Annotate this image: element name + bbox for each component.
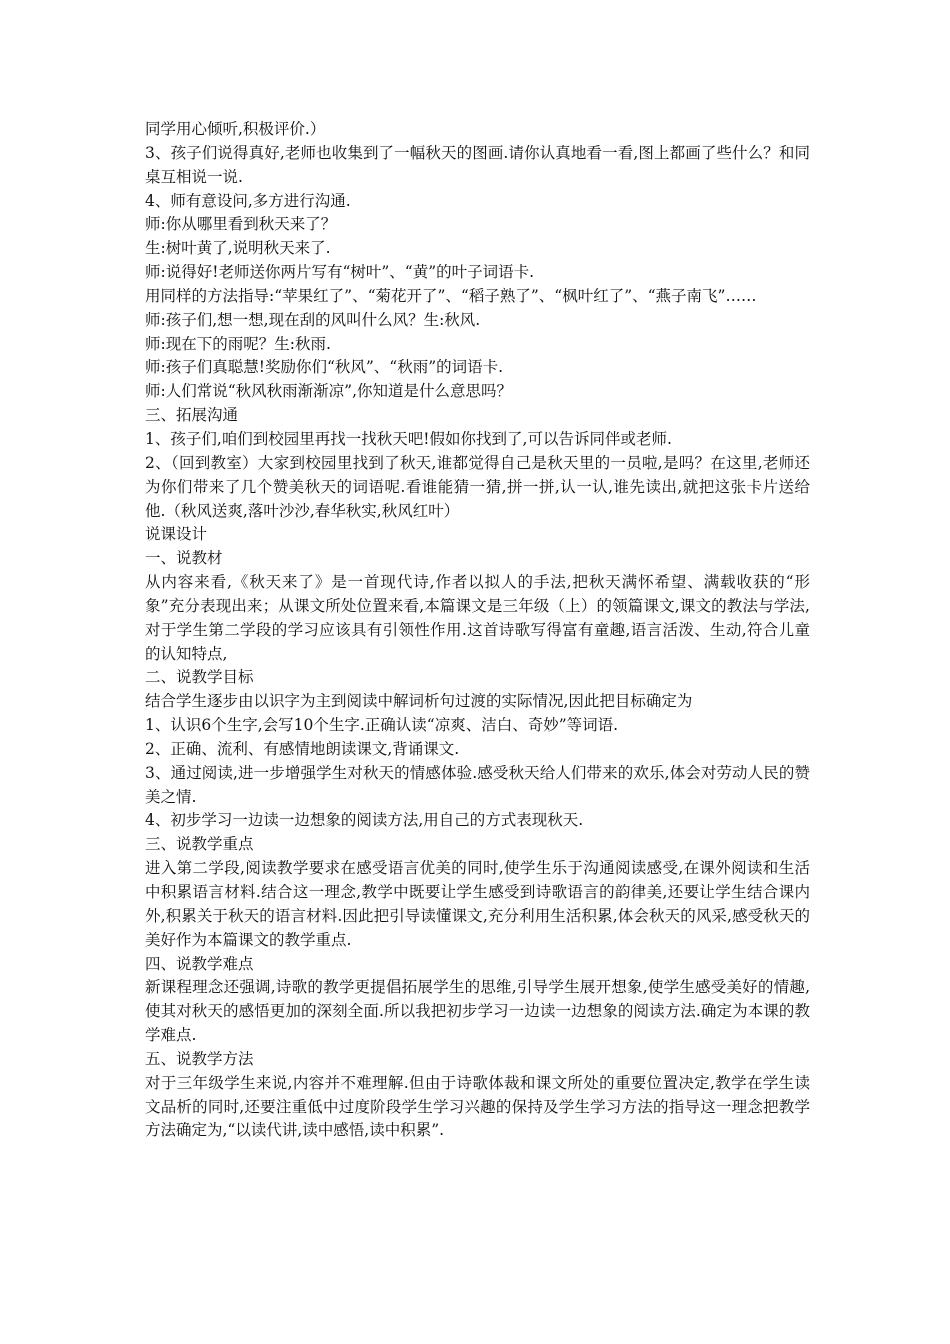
paragraph: 师:说得好!老师送你两片写有“树叶”、“黄”的叶子词语卡. xyxy=(145,263,535,282)
paragraph: 新课程理念还强调,诗歌的教学更提倡拓展学生的思维,引导学生展开想象,使学生感受美好的情趣,使其对秋天的感悟更加的深刻全面.所以我把初步学习一边读一边想象的阅读方法.确定为本课的教学难点. xyxy=(145,978,810,1045)
paragraph: 师:现在下的雨呢？生:秋雨. xyxy=(145,334,331,353)
paragraph: 3、孩子们说得真好,老师也收集到了一幅秋天的图画.请你认真地看一看,图上都画了些什么？和同桌互相说一说. xyxy=(145,143,810,186)
paragraph: 3、通过阅读,进一步增强学生对秋天的情感体验.感受秋天给人们带来的欢乐,体会对劳动人民的赞美之情. xyxy=(145,763,810,806)
document-page xyxy=(145,118,810,1143)
paragraph: 结合学生逐步由以识字为主到阅读中解词析句过渡的实际情况,因此把目标确定为 xyxy=(145,692,693,711)
document-heading: 说课设计 xyxy=(145,525,208,544)
paragraph: 2、正确、流利、有感情地朗读课文,背诵课文. xyxy=(145,739,460,758)
paragraph: 对于三年级学生来说,内容并不难理解.但由于诗歌体裁和课文所处的重要位置决定,教学在学生读文品析的同时,还要注重低中过度阶段学生学习兴趣的保持及学生学习方法的指导这一理念把教学方法确定为,“以读代讲,读中感悟,读中积累”. xyxy=(145,1073,810,1140)
paragraph: 同学用心倾听,积极评价.） xyxy=(145,120,326,138)
paragraph: 4、师有意设问,多方进行沟通. xyxy=(145,191,351,210)
paragraph: 4、初步学习一边读一边想象的阅读方法,用自己的方式表现秋天. xyxy=(145,811,584,830)
paragraph: 师:孩子们真聪慧!奖励你们“秋风”、“秋雨”的词语卡. xyxy=(145,358,504,377)
paragraph: 师:你从哪里看到秋天来了？ xyxy=(145,215,337,234)
paragraph: 1、认识6个生字,会写10个生字.正确认读“凉爽、洁白、奇妙”等词语. xyxy=(145,716,619,735)
section-heading: 五、说教学方法 xyxy=(145,1049,254,1068)
section-heading: 三、说教学重点 xyxy=(145,835,254,854)
paragraph: 用同样的方法指导:“苹果红了”、“菊花开了”、“稻子熟了”、“枫叶红了”、“燕子南飞”…… xyxy=(145,286,757,305)
section-heading: 二、说教学目标 xyxy=(145,668,254,687)
paragraph: 师:人们常说“秋风秋雨渐渐凉”,你知道是什么意思吗？ xyxy=(145,382,512,401)
section-heading: 四、说教学难点 xyxy=(145,954,254,973)
paragraph: 2、（回到教室）大家到校园里找到了秋天,谁都觉得自己是秋天里的一员啦,是吗？在这里,老师还为你们带来了几个赞美秋天的词语呢.看谁能猜一猜,拼一拼,认一认,谁先读出,就把这张卡片送给他.（秋风送爽,落叶沙沙,春华秋实,秋风红叶） xyxy=(145,453,810,520)
paragraph: 生:树叶黄了,说明秋天来了. xyxy=(145,239,331,258)
paragraph: 进入第二学段,阅读教学要求在感受语言优美的同时,使学生乐于沟通阅读感受,在课外阅读和生活中积累语言材料.结合这一理念,教学中既要让学生感受到诗歌语言的韵律美,还要让学生结合课内外,积累关于秋天的语言材料.因此把引导读懂课文,充分利用生活积累,体会秋天的风采,感受秋天的美好作为本篇课文的教学重点. xyxy=(145,859,810,949)
section-heading: 一、说教材 xyxy=(145,549,223,568)
paragraph: 师:孩子们,想一想,现在刮的风叫什么风？生:秋风. xyxy=(145,310,481,329)
paragraph: 从内容来看,《秋天来了》是一首现代诗,作者以拟人的手法,把秋天满怀希望、满载收获的“形象”充分表现出来；从课文所处位置来看,本篇课文是三年级（上）的领篇课文,课文的教法与学法,对于学生第二学段的学习应该具有引领性作用.这首诗歌写得富有童趣,语言活泼、生动,符合儿童的认知特点, xyxy=(145,573,810,663)
paragraph: 1、孩子们,咱们到校园里再找一找秋天吧!假如你找到了,可以告诉同伴或老师. xyxy=(145,429,672,448)
section-heading: 三、拓展沟通 xyxy=(145,406,239,425)
